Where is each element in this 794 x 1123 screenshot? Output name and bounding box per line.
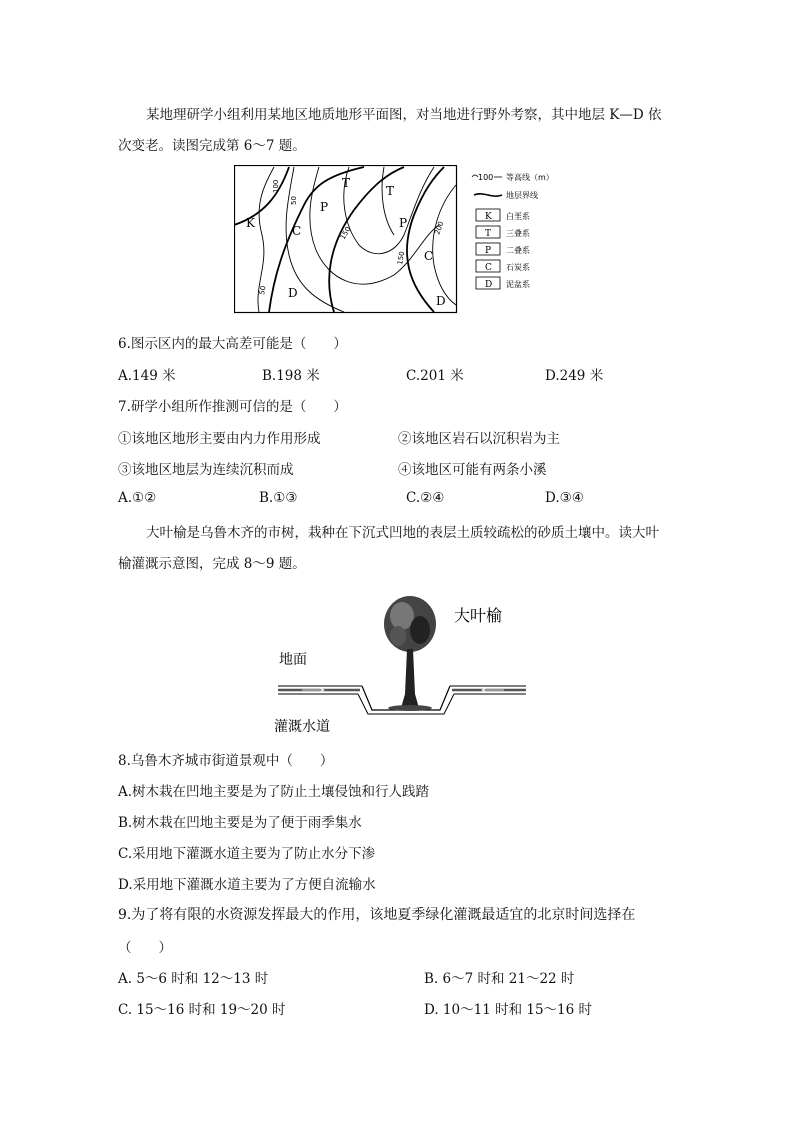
- q6-option-a[interactable]: A.149 米: [118, 368, 176, 384]
- map-label-T1: T: [342, 176, 351, 190]
- legend-code: P: [485, 246, 492, 256]
- elm-tree-illustration: [384, 596, 436, 711]
- legend-name: 三叠系: [506, 229, 530, 238]
- q7-statement-2: ②该地区岩石以沉积岩为主: [398, 431, 560, 447]
- q9-option-a[interactable]: A. 5～6 时和 12～13 时: [118, 971, 269, 987]
- map-label-K: K: [246, 216, 255, 230]
- q7-option-a[interactable]: A.①②: [118, 490, 157, 506]
- q9-option-d[interactable]: D. 10～11 时和 15～16 时: [424, 1002, 593, 1018]
- legend-name: 石炭系: [506, 263, 530, 272]
- legend-name: 白垩系: [506, 212, 530, 221]
- q8-option-a[interactable]: A.树木栽在凹地主要是为了防止土壤侵蚀和行人践踏: [118, 784, 430, 800]
- q8-stem: 8.乌鲁木齐城市街道景观中（ ）: [118, 753, 334, 769]
- intro-line-1: 某地理研学小组利用某地区地质地形平面图，对当地进行野外考察，其中地层 K—D 依: [146, 107, 662, 123]
- ground-label: 地面: [279, 652, 307, 668]
- q8-option-d[interactable]: D.采用地下灌溉水道主要为了方便自流输水: [118, 877, 376, 893]
- q7-option-b[interactable]: B.①③: [259, 490, 298, 506]
- q7-statement-4: ④该地区可能有两条小溪: [398, 462, 547, 478]
- q9-option-c[interactable]: C. 15～16 时和 19～20 时: [118, 1002, 286, 1018]
- contour-value: 200: [433, 220, 446, 236]
- map-label-C2: C: [424, 249, 434, 263]
- map-label-P1: P: [320, 200, 329, 214]
- q7-option-d[interactable]: D.③④: [545, 490, 584, 506]
- legend-name: 泥盆系: [506, 280, 530, 289]
- contour-value: 150: [396, 250, 407, 266]
- q9-option-b[interactable]: B. 6～7 时和 21～22 时: [424, 971, 575, 987]
- map-legend: [472, 172, 554, 290]
- tree-label: 大叶榆: [454, 606, 503, 625]
- q7-statement-1: ①该地区地形主要由内力作用形成: [118, 431, 321, 447]
- contour-value: 150: [338, 225, 353, 241]
- q9-stem: 9.为了将有限的水资源发挥最大的作用，该地夏季绿化灌溉最适宜的北京时间选择在: [118, 907, 636, 923]
- q6-option-d[interactable]: D.249 米: [545, 368, 604, 384]
- legend-contour-symbol: 100: [478, 173, 494, 182]
- legend-name: 二叠系: [506, 246, 530, 255]
- legend-code: T: [485, 229, 492, 239]
- legend-code: C: [485, 263, 492, 273]
- map-label-P2: P: [399, 216, 408, 230]
- contour-value: 50: [290, 196, 298, 205]
- irrigation-diagram: [272, 594, 532, 744]
- q9-stem-paren: （ ）: [118, 940, 172, 956]
- q7-option-c[interactable]: C.②④: [406, 490, 445, 506]
- map-label-T2: T: [386, 184, 395, 198]
- map-label-D2: D: [436, 294, 446, 308]
- intro2-line-1: 大叶榆是乌鲁木齐的市树，栽种在下沉式凹地的表层土质较疏松的砂质土壤中。读大叶: [146, 525, 659, 541]
- map-label-C1: C: [292, 224, 302, 238]
- q7-statement-3: ③该地区地层为连续沉积而成: [118, 462, 294, 478]
- map-label-D1: D: [288, 286, 298, 300]
- q6-option-b[interactable]: B.198 米: [262, 368, 320, 384]
- intro2-line-2: 榆灌溉示意图，完成 8～9 题。: [118, 556, 306, 572]
- geologic-map: [234, 165, 564, 315]
- legend-code: D: [485, 280, 493, 290]
- legend-boundary-label: 地层界线: [506, 191, 538, 200]
- q7-stem: 7.研学小组所作推测可信的是（ ）: [118, 399, 347, 415]
- q8-option-b[interactable]: B.树木栽在凹地主要是为了便于雨季集水: [118, 815, 362, 831]
- contour-value: 50: [258, 285, 268, 296]
- intro-line-2: 次变老。读图完成第 6～7 题。: [118, 138, 306, 154]
- q8-option-c[interactable]: C.采用地下灌溉水道主要为了防止水分下渗: [118, 846, 376, 862]
- q6-option-c[interactable]: C.201 米: [406, 368, 464, 384]
- legend-contour-label: 等高线（m）: [506, 173, 554, 182]
- q6-stem: 6.图示区内的最大高差可能是（ ）: [118, 336, 347, 352]
- contour-value: 100: [272, 179, 280, 193]
- legend-code: K: [485, 212, 492, 222]
- channel-label: 灌溉水道: [274, 719, 330, 735]
